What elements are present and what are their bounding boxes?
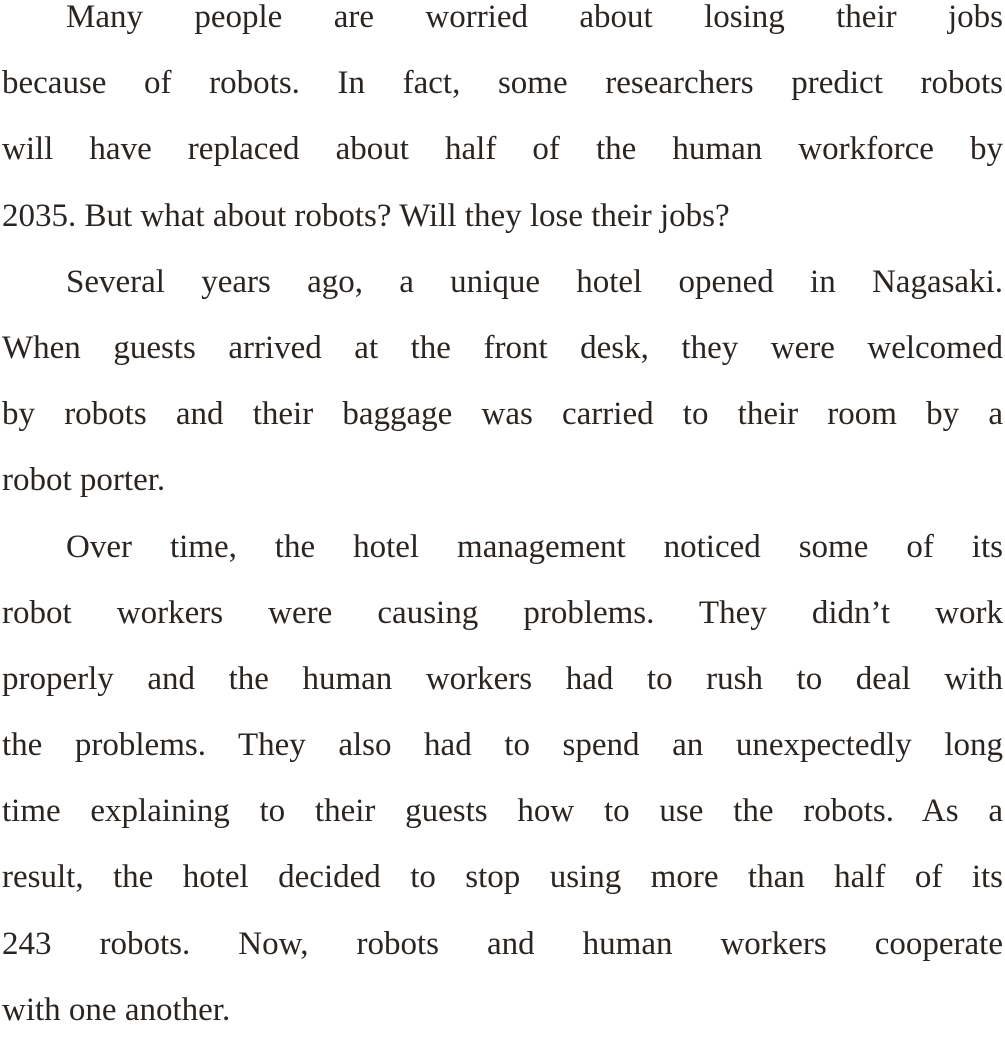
paragraph-line: robot porter. xyxy=(2,447,1003,513)
paragraph-line: will have replaced about half of the human workforce by xyxy=(2,116,1003,182)
paragraph-line: by robots and their baggage was carried to their room by a xyxy=(2,381,1003,447)
paragraph-line: Many people are worried about losing their jobs xyxy=(2,0,1003,50)
paragraph-line: result, the hotel decided to stop using more than half of its xyxy=(2,844,1003,910)
paragraph-line: robot workers were causing problems. They didn’t work xyxy=(2,580,1003,646)
paragraph-line: with one another. xyxy=(2,977,1003,1043)
paragraph-2 xyxy=(2,249,1003,514)
paragraph-line: time explaining to their guests how to use the robots. As a xyxy=(2,778,1003,844)
paragraph-line: Several years ago, a unique hotel opened in Nagasaki. xyxy=(2,249,1003,315)
paragraph-1 xyxy=(2,0,1003,249)
paragraph-line: the problems. They also had to spend an unexpectedly long xyxy=(2,712,1003,778)
paragraph-line: When guests arrived at the front desk, they were welcomed xyxy=(2,315,1003,381)
paragraph-line: 2035. But what about robots? Will they lose their jobs? xyxy=(2,183,1003,249)
paragraph-3 xyxy=(2,514,1003,1043)
paragraph-line: 243 robots. Now, robots and human workers cooperate xyxy=(2,911,1003,977)
paragraph-line: properly and the human workers had to rush to deal with xyxy=(2,646,1003,712)
paragraph-line: because of robots. In fact, some researchers predict robots xyxy=(2,50,1003,116)
paragraph-line: Over time, the hotel management noticed some of its xyxy=(2,514,1003,580)
